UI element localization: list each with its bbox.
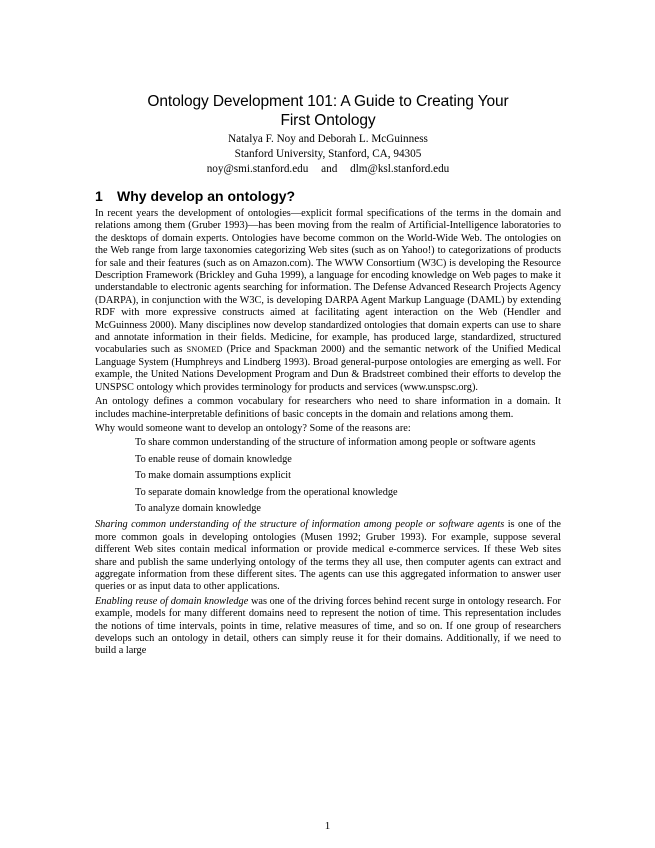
paragraph-1: [95, 208, 561, 394]
paper-title: [95, 92, 561, 130]
list-item: To enable reuse of domain knowledge: [135, 453, 292, 465]
list-item: To make domain assumptions explicit: [135, 470, 291, 482]
authors: Natalya F. Noy and Deborah L. McGuinness: [228, 133, 428, 145]
section-number: 1: [95, 188, 103, 204]
section-title: Why develop an ontology?: [117, 188, 296, 204]
paragraph-4: [95, 519, 561, 593]
page-number: 1: [324, 820, 331, 832]
emails: [95, 162, 561, 177]
paragraph-1-text-b: (Price and Spackman 2000) and the semantic network of the Unified Medical Language System (Humphreys and Lindberg 1993). Broad general-purpose ontologies are emerging as well. For example, the United Nations Development Program and Dun & Bradstreet combined their efforts to develop the UNSPSC ontology which provides terminology for products and services (www.unspsc.org).: [95, 344, 561, 393]
reasons-list: [95, 437, 561, 515]
list-item: To share common understanding of the structure of information among people or software agents: [135, 437, 536, 449]
paragraph-5-text: was one of the driving forces behind recent surge in ontology research. For example, models for many different domains need to represent the notion of time. This representation includes the notions of time intervals, points in time, relative measures of time, and so on. If one group of researchers develops such an ontology in detail, others can simply reuse it for their domains. Additionally, if we need to build a large: [95, 595, 561, 657]
list-item: To analyze domain knowledge: [135, 502, 261, 514]
page-body: [95, 92, 561, 660]
paragraph-5: [95, 596, 561, 658]
email-and: and: [321, 163, 338, 175]
byline: [95, 132, 561, 177]
affiliation: Stanford University, Stanford, CA, 94305: [234, 148, 422, 160]
paragraph-4-italic: Sharing common understanding of the structure of information among people or software agents: [95, 519, 505, 531]
snomed-term: SNOMED: [186, 345, 223, 355]
section-heading: [95, 188, 561, 204]
email-dlm[interactable]: dlm@ksl.stanford.edu: [350, 163, 450, 175]
title-line-1: Ontology Development 101: A Guide to Creating Your: [147, 93, 509, 110]
paragraph-3: Why would someone want to develop an ontology? Some of the reasons are:: [95, 422, 411, 434]
paragraph-2: An ontology defines a common vocabulary for researchers who need to share information in a domain. It includes machine-interpretable definitions of basic concepts in the domain and relations among them.: [95, 396, 561, 420]
title-line-2: First Ontology: [280, 112, 376, 129]
paragraph-4-text: is one of the more common goals in developing ontologies (Musen 1992; Gruber 1993). For example, suppose several different Web sites contain medical information or provide medical e-commerce services. If these Web sites share and publish the same underlying ontology of the terms they all use, then computer agents can extract and aggregate information from these different sites. The agents can use this aggregated information to answer user queries or as input data to other applications.: [95, 519, 561, 593]
paragraph-1-text-a: In recent years the development of ontologies—explicit formal specifications of the terms in the domain and relations among them (Gruber 1993)—has been moving from the realm of Artificial-Intelligence laboratories to the desktops of domain experts. Ontologies have become common on the World-Wide Web. The ontologies on the Web range from large taxonomies categorizing Web sites (such as on Yahoo!) to categorizations of products for sale and their features (such as on Amazon.com). The WWW Consortium (W3C) is developing the Resource Description Framework (Brickley and Guha 1999), a language for encoding knowledge on Web pages to make it understandable to electronic agents searching for information. The Defense Advanced Research Projects Agency (DARPA), in conjunction with the W3C, is developing DARPA Agent Markup Language (DAML) by extending RDF with more expressive constructs aimed at facilitating agent interaction on the Web (Hendler and McGuinness 2000). Many disciplines now develop standardized ontologies that domain experts can use to share and annotate information in their fields. Medicine, for example, has produced large, standardized, structured vocabularies such as: [95, 208, 561, 356]
list-item: To separate domain knowledge from the operational knowledge: [135, 486, 398, 498]
email-noy[interactable]: noy@smi.stanford.edu: [206, 163, 309, 175]
paragraph-5-italic: Enabling reuse of domain knowledge: [95, 595, 249, 607]
